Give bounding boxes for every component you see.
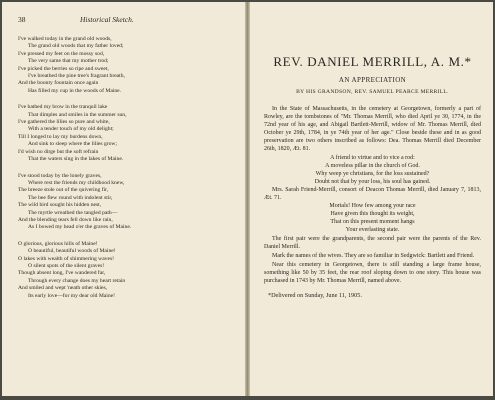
running-title: Historical Sketch.	[80, 15, 134, 24]
verse-line: With a tender touch of my old delight;	[28, 126, 114, 133]
verse-line: I've walked today in the grand old woods,	[18, 36, 112, 42]
verse-line: I've breathed the pine tree's fragrant breath,	[28, 73, 125, 80]
verse-line: I've stood today by the lonely graves,	[18, 172, 102, 179]
verse-line: Doubt not that by your loss, his soul has gained.	[314, 178, 431, 185]
verse-line: I've pressed my feet on the mossy sod,	[18, 50, 105, 57]
verse-line: A moveless pillar in the church of God.	[325, 162, 420, 169]
verse-line: O silent spots of the silent graves!	[28, 262, 105, 269]
paragraph: Near this cemetery in Georgetown, there is still standing a large frame house, something like 50 by 35 feet, the rear roof sloping down to one story. This house was purchased in 1743 by Mr. Thomas Merrill, named above.	[264, 261, 481, 284]
verse-line: The grand old woods that my father loved;	[28, 43, 124, 50]
verse-line: That dimples and smiles in the summer sun,	[28, 111, 127, 118]
verse-line: O glorious, glorious hills of Maine!	[18, 240, 98, 247]
verse-line: Has filled my cup in the woods of Maine.	[28, 87, 122, 94]
verse-line: I've gathered the lilies so pure and white,	[18, 119, 110, 126]
verse-line: Till I longed to lay my burdens down,	[18, 133, 103, 140]
verse-line: The bee flew round with indolent stir,	[28, 194, 113, 201]
paragraph: Mrs. Sarah Friend-Merrill, consort of Deacon Thomas Merrill, died January 7, 1813, Æt. 71.	[264, 186, 481, 202]
verse-line: Why weep ye christians, for the loss sustained?	[315, 170, 430, 177]
epitaph-verse	[264, 154, 481, 186]
article-byline: BY HIS GRANDSON, REV. SAMUEL PEARCE MERRILL.	[296, 89, 449, 95]
verse-line: O lakes with wealth of shimmering waves!	[18, 255, 115, 262]
left-page	[2, 2, 245, 396]
stanza	[18, 173, 235, 232]
verse-line: A friend to virtue and to vice a rod:	[330, 154, 415, 161]
verse-line: Its early love—for my dear old Maine!	[28, 292, 115, 299]
stanza	[18, 36, 235, 95]
paragraph: Mark the names of the wives. They are so familiar in Sedgwick: Bartlett and Friend.	[272, 252, 475, 259]
verse-line: Through every change does my heart retain	[28, 277, 126, 284]
paragraph: The first pair were the grandparents, the second pair were the parents of the Rev. Daniel Merrill.	[264, 235, 481, 250]
verse-line: And sink to sleep where the lilies grow;	[28, 141, 118, 148]
verse-line: Have given this thought its weight,	[330, 211, 415, 218]
verse-line: Though absent long, I've wandered far,	[18, 270, 106, 277]
verse-line: O beautiful, beautiful woods of Maine!	[28, 248, 116, 255]
footnote: *Delivered on Sunday, June 11, 1905.	[268, 292, 362, 300]
running-head	[18, 15, 235, 27]
verse-line: And the blending tears fell down like rain,	[18, 216, 113, 223]
poem	[18, 36, 235, 300]
verse-line: As I bowed my head o'er the graves of Maine.	[28, 224, 132, 231]
verse-line: And the bounty fountain once again	[18, 80, 99, 87]
right-page	[250, 2, 493, 396]
epitaph-verse	[264, 202, 481, 234]
verse-line: The wild bird sought his hidden nest,	[18, 202, 102, 209]
verse-line: That on this present moment hangs	[330, 219, 415, 226]
verse-line: The breeze stole out of the quivering fir,	[18, 187, 109, 194]
paragraph: In the State of Massachusetts, in the cemetery at Georgetown, formerly a part of Rowley, are the tombstones of "Mr. Thomas Merrill, who died April ye 30, 1774, in the 72nd year of his age, and Abigail Bartlett-Merrill, widow of Mr. Thomas Merrill, died October ye 29th, 1784, in ye 74th year of her age." Close beside these and in as good preservation are two others inscribed as follows: Dea. Thomas Merrill died December 26th, 1820, Æt. 81.	[264, 106, 481, 153]
page-number: 38	[18, 15, 26, 24]
article-title: REV. DANIEL MERRILL, A. M.*	[273, 54, 472, 69]
stanza	[18, 241, 235, 300]
verse-line: I've picked the berries so ripe and sweet,	[18, 65, 109, 72]
verse-line: I'd wish no dirge but the soft refrain	[18, 148, 99, 155]
verse-line: I've bathed my brow in the tranquil lake	[18, 104, 108, 111]
verse-line: Mortals! How few among your race	[329, 203, 416, 210]
stanza	[18, 104, 235, 163]
verse-line: And smiled and wept 'neath other skies,	[18, 285, 108, 292]
article-subtitle: AN APPRECIATION	[338, 76, 407, 84]
verse-line: Your everlasting state.	[345, 227, 400, 234]
verse-line: The very same that my mother trod;	[28, 58, 109, 65]
verse-line: That the waters sing in the lakes of Maine.	[28, 156, 124, 163]
verse-line: Where rest the friends my childhood knew,	[28, 179, 125, 186]
verse-line: The myrtle wreathed the tangled path—	[28, 209, 118, 216]
